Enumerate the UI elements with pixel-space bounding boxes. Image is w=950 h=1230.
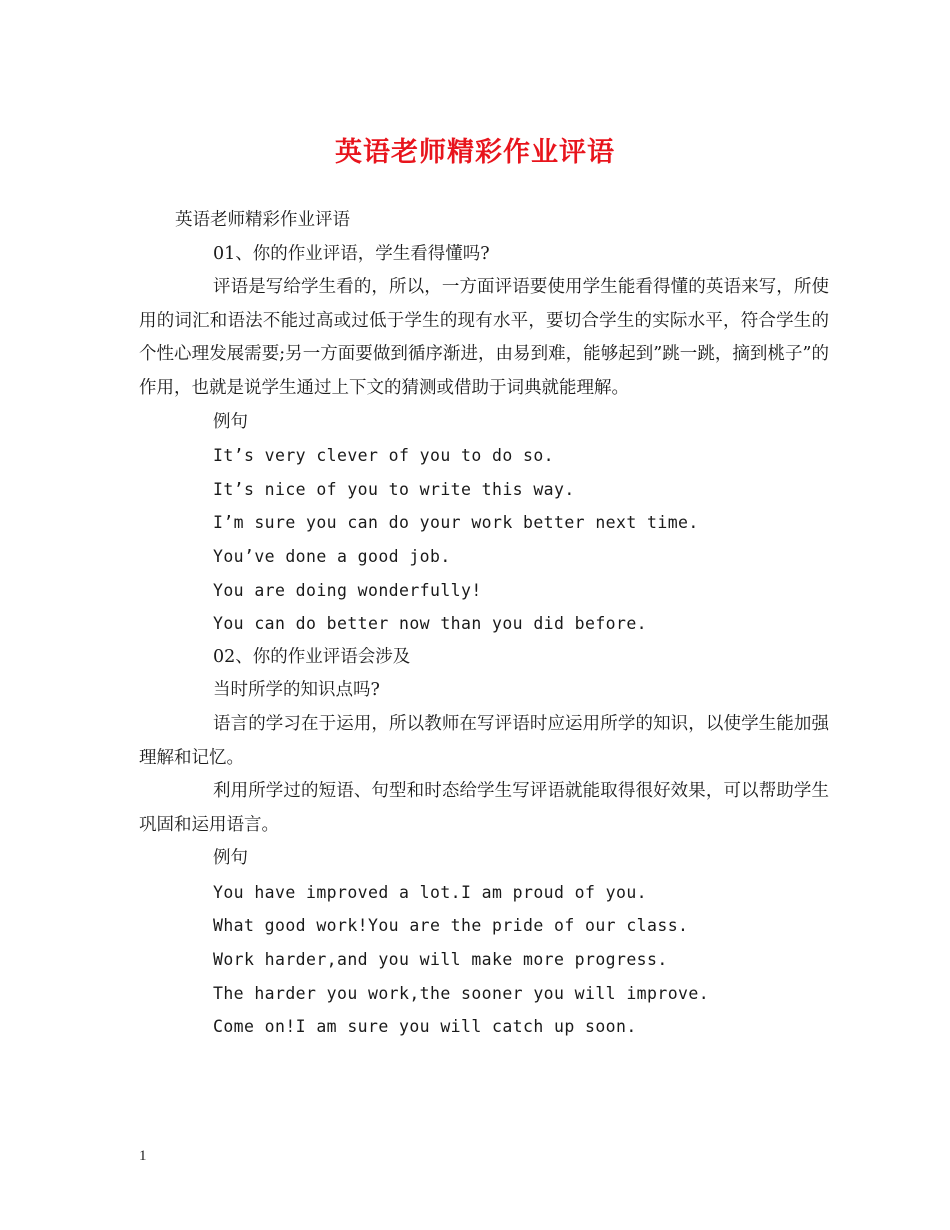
paragraph-1: 评语是写给学生看的，所以，一方面评语要使用学生能看得懂的英语来写，所使用的词汇和语法不能过高或过低于学生的现有水平，要切合学生的实际水平，符合学生的个性心理发展需要;另一方面要做到循序渐进，由易到难，能够起到”跳一跳，摘到桃子”的作用，也就是说学生通过上下文的猜测或借助于词典就能理解。: [139, 277, 829, 398]
example-sentence: You can do better now than you did before.: [213, 614, 648, 634]
example-sentence: You have improved a lot.I am proud of you.: [213, 882, 648, 902]
example-sentence: I’m sure you can do your work better next time.: [213, 513, 699, 533]
example-sentence: The harder you work,the sooner you will improve.: [213, 983, 710, 1003]
example-sentence: Come on!I am sure you will catch up soon.: [213, 1017, 637, 1037]
question-2-heading: 02、你的作业评语会涉及: [213, 646, 411, 667]
page-number: 1: [139, 1148, 147, 1164]
example-sentence: You’ve done a good job.: [213, 546, 451, 566]
paragraph-3: 利用所学过的短语、句型和时态给学生写评语就能取得很好效果，可以帮助学生巩固和运用语言。: [139, 781, 829, 835]
example-sentence: It’s nice of you to write this way.: [213, 479, 575, 499]
example-sentence: What good work!You are the pride of our class.: [213, 916, 689, 936]
question-2-heading-continued: 当时所学的知识点吗?: [213, 680, 380, 701]
example-sentence: It’s very clever of you to do so.: [213, 446, 555, 466]
example-label-1: 例句: [213, 411, 248, 432]
paragraph-2: 语言的学习在于运用，所以教师在写评语时应运用所学的知识，以使学生能加强理解和记忆。: [139, 713, 829, 768]
example-label-2: 例句: [213, 848, 248, 869]
document-body: [139, 204, 829, 1044]
example-sentence: Work harder,and you will make more progress.: [213, 950, 668, 970]
document-title: 英语老师精彩作业评语: [335, 137, 615, 168]
document-subtitle: 英语老师精彩作业评语: [175, 210, 350, 230]
example-sentence: You are doing wonderfully!: [213, 580, 482, 600]
question-1-heading: 01、你的作业评语，学生看得懂吗?: [213, 243, 490, 264]
